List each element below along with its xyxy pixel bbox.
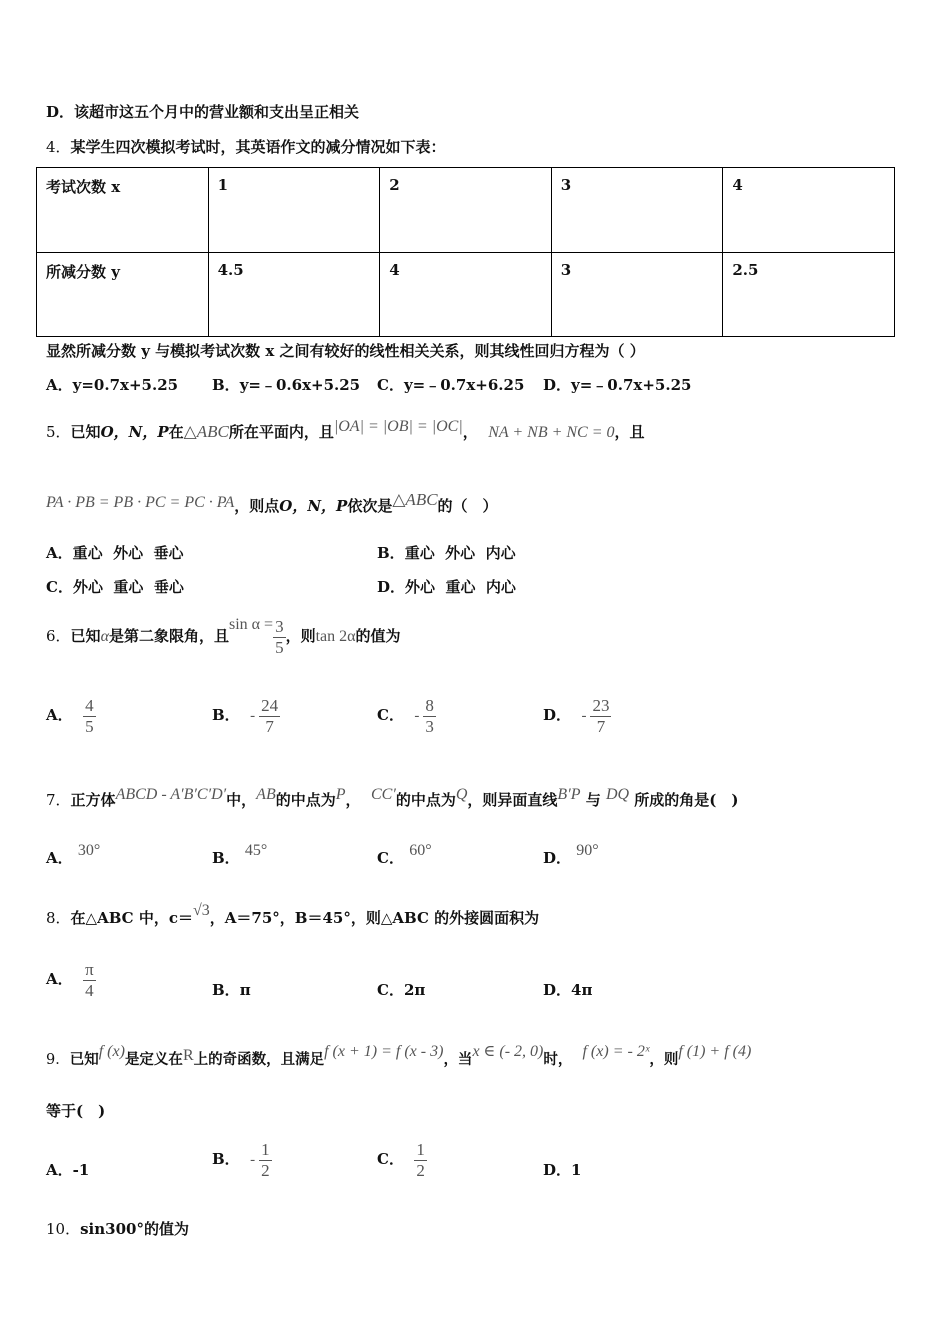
option-label: B． <box>212 849 240 867</box>
option-text: 外心 重心 垂心 <box>72 578 184 596</box>
math-equation: NA + NB + NC = 0 <box>488 424 615 441</box>
math-alpha: α <box>100 628 109 645</box>
text: 时， <box>543 1051 573 1068</box>
text: ，当 <box>443 1051 473 1068</box>
table-cell: 考试次数 x <box>37 168 209 253</box>
text: ，则点 <box>234 497 280 515</box>
table-cell: 3 <box>551 252 723 337</box>
q4-stem-text: 某学生四次模拟考试时，其英语作文的减分情况如下表： <box>70 138 446 156</box>
numerator: 1 <box>416 1139 425 1159</box>
text: ，A＝75°，B＝45°，则△ABC 的外接圆面积为 <box>209 909 540 927</box>
q4-stem <box>46 137 446 157</box>
text: 的值为 <box>355 627 401 645</box>
fraction <box>590 696 611 737</box>
q5-option-a <box>46 543 184 563</box>
option-label: B． <box>377 544 405 562</box>
math-sqrt3: √3 <box>192 902 210 919</box>
table-cell: 所减分数 y <box>37 252 209 337</box>
q7-stem <box>46 786 739 811</box>
text: 在 <box>168 423 184 441</box>
option-label: A． <box>46 376 73 394</box>
q5-number: 5． <box>46 423 71 441</box>
text: 依次是 <box>347 497 393 515</box>
option-label: C． <box>377 1150 404 1168</box>
numerator: 24 <box>261 695 279 715</box>
q7-number: 7． <box>46 791 71 809</box>
denominator: 5 <box>275 637 284 657</box>
option-text: 90° <box>576 842 599 859</box>
table-cell: 2 <box>380 168 552 253</box>
table-cell: 4 <box>380 252 552 337</box>
q6-option-c <box>377 692 436 739</box>
q5-stem-line1 <box>46 418 645 443</box>
fraction <box>83 960 96 1001</box>
q8-number: 8． <box>46 909 71 927</box>
q4-option-a <box>46 375 178 395</box>
text: 中， <box>226 791 257 809</box>
math-tan: tan 2α <box>315 628 356 645</box>
table-cell: 2.5 <box>723 252 895 337</box>
table-row <box>37 252 895 337</box>
option-label: D． <box>543 981 572 999</box>
q4-option-d <box>543 375 691 395</box>
option-text: -1 <box>72 1161 90 1179</box>
option-text: 重心 外心 垂心 <box>72 544 184 562</box>
fraction <box>259 1140 272 1181</box>
text: ，则 <box>285 627 316 645</box>
denominator: 7 <box>596 716 606 736</box>
option-label: D． <box>377 578 406 596</box>
table-cell: 1 <box>208 168 380 253</box>
numerator: 3 <box>275 616 284 636</box>
text: 是第二象限角，且 <box>108 627 229 645</box>
text: 已知 <box>69 1051 99 1068</box>
minus-sign: - <box>250 1152 256 1168</box>
option-text: 2π <box>403 981 426 999</box>
q9-option-c <box>377 1136 427 1182</box>
q6-option-a <box>46 692 96 738</box>
denominator: 2 <box>416 1160 425 1180</box>
option-label: B． <box>212 1150 240 1168</box>
option-text: y=﹣0.7x+6.25 <box>403 376 525 394</box>
q6-stem <box>46 614 401 659</box>
math-cc: CC′ <box>370 786 396 803</box>
option-text: 1 <box>571 1161 582 1179</box>
minus-sign: - <box>250 708 256 724</box>
text: 的（ ） <box>437 497 498 515</box>
fraction <box>423 696 436 737</box>
math-triangle: △ABC <box>392 490 438 509</box>
q7-option-c <box>377 842 432 869</box>
option-text: 30° <box>77 842 101 859</box>
option-label: B． <box>212 706 240 724</box>
math-p: P <box>335 786 346 803</box>
option-text: y=0.7x+5.25 <box>72 376 179 394</box>
q6-option-d <box>543 692 611 739</box>
q6-number: 6． <box>46 627 71 645</box>
text: ， <box>462 423 478 441</box>
numerator: 1 <box>261 1139 270 1159</box>
option-text: y=﹣0.6x+5.25 <box>239 376 361 394</box>
option-label: A． <box>46 1161 73 1179</box>
q10-number: 10． <box>46 1220 81 1238</box>
math-bp: B′P <box>557 786 581 803</box>
option-label: B． <box>212 981 240 999</box>
math-q: Q <box>455 786 468 803</box>
option-text: 外心 重心 内心 <box>405 578 516 596</box>
denominator: 3 <box>425 716 434 736</box>
q9-stem-line2: 等于( ) <box>46 1102 106 1120</box>
text: 在△ABC 中，c＝ <box>70 909 193 927</box>
numerator: 4 <box>85 695 94 715</box>
q5-option-b <box>377 543 516 563</box>
q4-number: 4． <box>46 138 71 156</box>
text: 已知 <box>70 627 101 645</box>
q5-option-d <box>377 577 516 597</box>
option-label: D． <box>543 706 572 724</box>
text: ，则 <box>649 1051 679 1068</box>
q9-option-d <box>543 1160 581 1180</box>
table-row <box>37 168 895 253</box>
math-sum: f (1) + f (4) <box>678 1043 752 1060</box>
q4-option-b <box>212 375 360 395</box>
fraction <box>414 1140 427 1181</box>
fraction <box>259 696 280 737</box>
text: 的中点为 <box>395 791 456 809</box>
text: 上的奇函数，且满足 <box>193 1051 325 1068</box>
q4-question: 显然所减分数 y 与模拟考试次数 x 之间有较好的线性相关关系，则其线性回归方程为（ ） <box>46 342 645 360</box>
option-text: 45° <box>244 842 268 859</box>
math-sin: sin α = <box>228 616 274 633</box>
q8-option-b <box>212 980 251 1000</box>
text: ， <box>345 791 361 809</box>
q10-text: sin300°的值为 <box>80 1220 189 1238</box>
text: 与 <box>585 791 601 809</box>
option-label: C． <box>377 706 404 724</box>
math-vars: O，N，P <box>100 423 169 441</box>
option-label: C． <box>46 578 73 596</box>
q4-option-c <box>377 375 524 395</box>
math-domain: x ∈ (- 2, 0) <box>472 1043 544 1060</box>
math-cube: ABCD - A′B′C′D′ <box>115 786 227 803</box>
fraction <box>273 617 286 658</box>
option-text: y=﹣0.7x+5.25 <box>571 376 692 394</box>
option-text: 重心 外心 内心 <box>404 544 516 562</box>
q7-option-b <box>212 842 268 869</box>
option-label: D． <box>543 849 572 867</box>
math-triangle: △ABC <box>183 422 229 441</box>
math-dq: DQ <box>605 786 630 803</box>
fraction <box>83 696 96 737</box>
math-R: R <box>182 1047 194 1064</box>
q8-stem <box>46 902 540 929</box>
minus-sign: - <box>414 708 420 724</box>
option-text: 4π <box>571 981 593 999</box>
option-label: C． <box>377 849 404 867</box>
text: 是定义在 <box>124 1051 183 1068</box>
text: 已知 <box>70 423 101 441</box>
text: 所成的角是( ) <box>634 791 739 809</box>
q7-option-d <box>543 842 599 869</box>
q9-stem-line1 <box>46 1043 752 1070</box>
option-label: A． <box>46 706 73 724</box>
option-text: 60° <box>409 842 432 859</box>
text: ，且 <box>614 423 645 441</box>
math-equation: |OA| = |OB| = |OC| <box>333 418 463 435</box>
numerator: 8 <box>425 695 434 715</box>
table-cell: 4.5 <box>208 252 380 337</box>
q9-option-b <box>212 1136 272 1183</box>
option-label: B． <box>212 376 240 394</box>
text: ，则异面直线 <box>467 791 558 809</box>
option-label: D． <box>543 376 572 394</box>
denominator: 4 <box>85 980 94 1000</box>
math-equation: PA · PB = PB · PC = PC · PA <box>46 494 235 511</box>
option-label: A． <box>46 544 73 562</box>
denominator: 2 <box>261 1160 270 1180</box>
q3-option-d: D．该超市这五个月中的营业额和支出呈正相关 <box>46 103 360 121</box>
option-label: C． <box>377 376 404 394</box>
numerator: 23 <box>592 695 610 715</box>
q4-table <box>36 167 895 337</box>
q5-stem-line2 <box>46 490 498 517</box>
q10-stem <box>46 1219 189 1239</box>
math-definition: f (x) = - 2ˣ <box>582 1043 650 1060</box>
text: 所在平面内，且 <box>228 423 334 441</box>
option-label: A． <box>46 970 73 988</box>
math-fx: f (x) <box>98 1043 125 1060</box>
math-vars: O，N，P <box>279 497 348 515</box>
denominator: 5 <box>85 716 94 736</box>
q9-option-a <box>46 1160 89 1180</box>
q8-option-c <box>377 980 425 1000</box>
table-cell: 3 <box>551 168 723 253</box>
math-equation: f (x + 1) = f (x - 3) <box>324 1043 444 1060</box>
q5-option-c <box>46 577 184 597</box>
text: 的中点为 <box>275 791 336 809</box>
q8-option-d <box>543 980 592 1000</box>
q6-option-b <box>212 692 280 739</box>
table-cell: 4 <box>723 168 895 253</box>
option-label: C． <box>377 981 404 999</box>
option-label: A． <box>46 849 73 867</box>
option-text: π <box>239 981 251 999</box>
text: 正方体 <box>70 791 116 809</box>
q7-option-a <box>46 842 101 869</box>
option-label: D． <box>543 1161 572 1179</box>
math-ab: AB <box>256 786 276 803</box>
q8-option-a <box>46 956 96 1002</box>
numerator: π <box>85 959 94 979</box>
minus-sign: - <box>581 708 587 724</box>
q9-number: 9． <box>46 1052 70 1068</box>
denominator: 7 <box>265 716 274 736</box>
